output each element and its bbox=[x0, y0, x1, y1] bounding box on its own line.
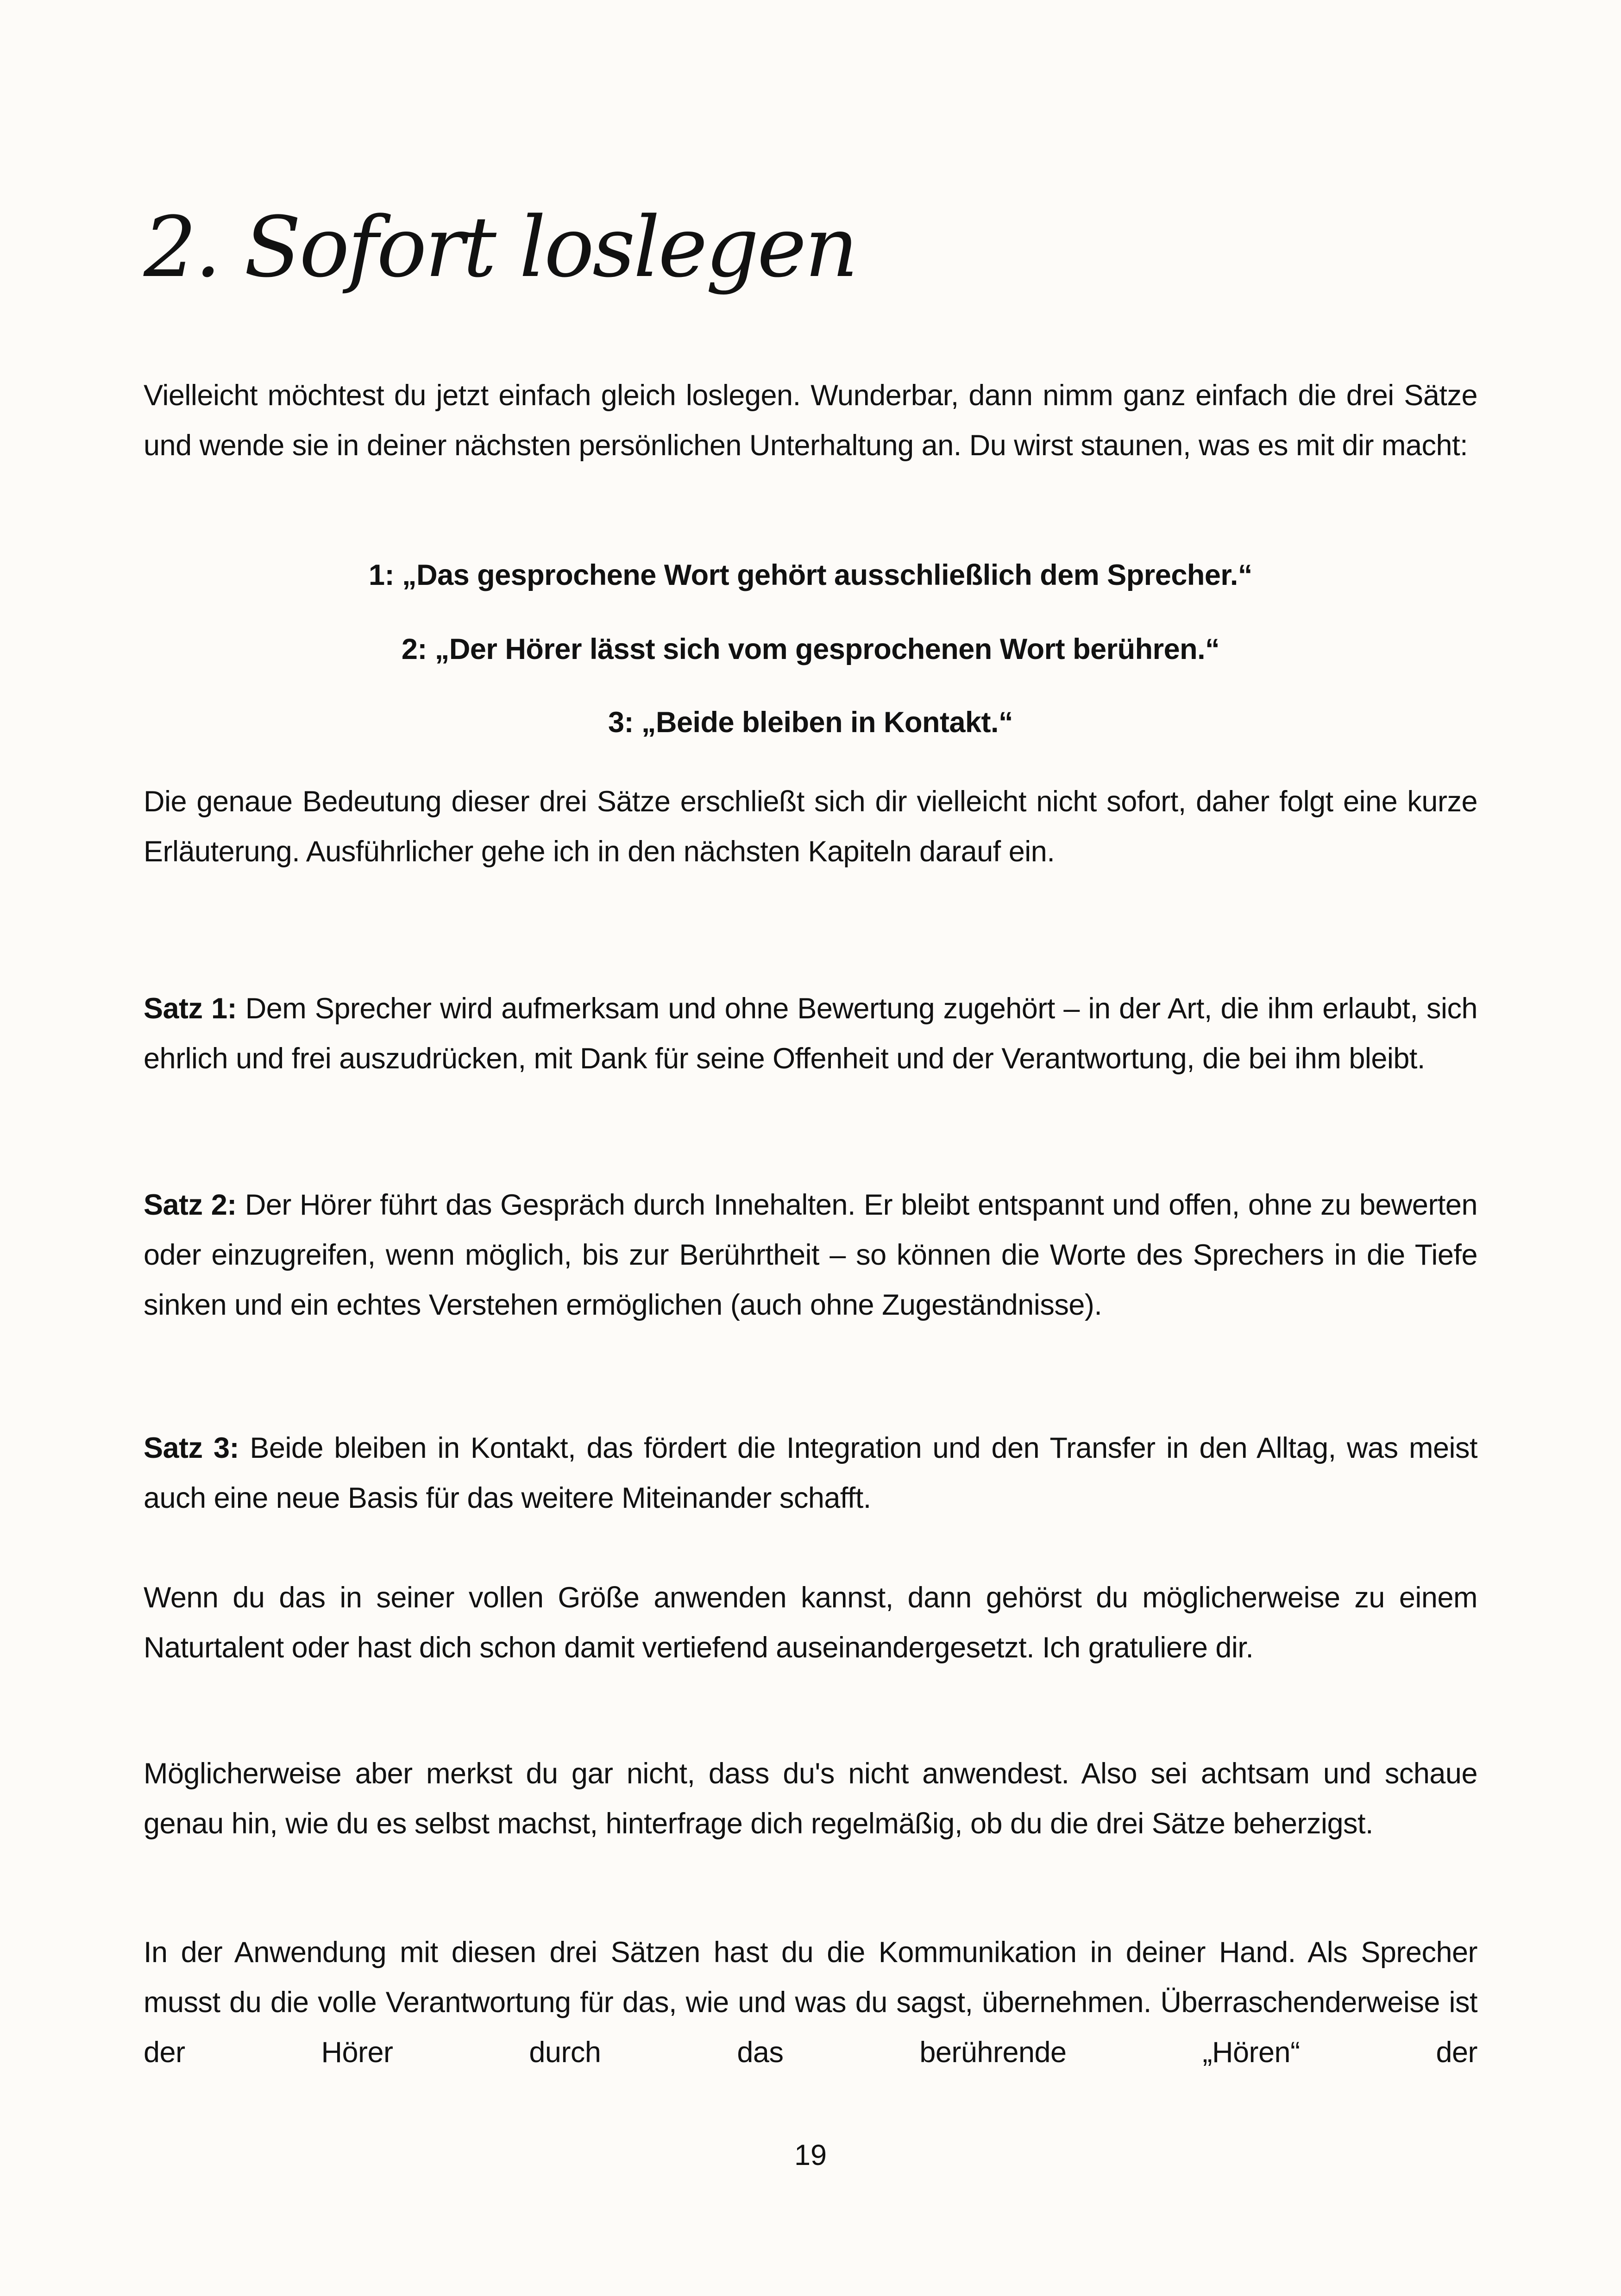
satz-1-text: Dem Sprecher wird aufmerksam und ohne Bewertung zugehört – in der Art, die ihm erlaubt, sich ehrlich und frei auszudrücken, mit Dank für seine Offenheit und der Verantwortung, die bei ihm bleibt. bbox=[144, 992, 1477, 1075]
satz-1-label: Satz 1: bbox=[144, 992, 237, 1025]
satz-1-paragraph bbox=[144, 984, 1477, 1084]
satz-3-paragraph bbox=[144, 1423, 1477, 1523]
satz-2-paragraph bbox=[144, 1180, 1477, 1330]
page-number: 19 bbox=[794, 2139, 827, 2171]
body-paragraph: Wenn du das in seiner vollen Größe anwenden kannst, dann gehörst du möglicherweise zu einem Naturtalent oder hast dich schon damit vertiefend auseinandergesetzt. Ich gratuliere dir. bbox=[144, 1581, 1477, 1664]
explanation-paragraph: Die genaue Bedeutung dieser drei Sätze erschließt sich dir vielleicht nicht sofort, daher folgt eine kurze Erläuterung. Ausführlicher gehe ich in den nächsten Kapiteln darauf ein. bbox=[144, 785, 1477, 868]
body-paragraph: Möglicherweise aber merkst du gar nicht, dass du's nicht anwendest. Also sei achtsam und schaue genau hin, wie du es selbst machst, hinterfrage dich regelmäßig, ob du die drei Sätze beherzigst. bbox=[144, 1757, 1477, 1840]
sentence-1: 1: „Das gesprochene Wort gehört ausschließlich dem Sprecher.“ bbox=[369, 559, 1252, 591]
satz-2-label: Satz 2: bbox=[144, 1189, 237, 1221]
body-paragraph: In der Anwendung mit diesen drei Sätzen hast du die Kommunikation in deiner Hand. Als Sprecher musst du die volle Verantwortung für das, wie und was du sagst, übernehmen. Überraschenderweise ist der Hörer durch das berührende „Hören“ der bbox=[144, 1936, 1477, 2069]
satz-2-text: Der Hörer führt das Gespräch durch Innehalten. Er bleibt entspannt und offen, ohne zu bewerten oder einzugreifen, wenn möglich, bis zur Berührtheit – so können die Worte des Sprechers in die Tiefe sinken und ein echtes Verstehen ermöglichen (auch ohne Zugeständnisse). bbox=[144, 1189, 1477, 1321]
chapter-title: 2. Sofort loslegen bbox=[144, 199, 857, 296]
sentence-2: 2: „Der Hörer lässt sich vom gesprochenen Wort berühren.“ bbox=[401, 633, 1220, 665]
satz-3-label: Satz 3: bbox=[144, 1432, 239, 1464]
intro-paragraph: Vielleicht möchtest du jetzt einfach gleich loslegen. Wunderbar, dann nimm ganz einfach die drei Sätze und wende sie in deiner nächsten persönlichen Unterhaltung an. Du wirst staunen, was es mit dir macht: bbox=[144, 379, 1477, 462]
sentence-3: 3: „Beide bleiben in Kontakt.“ bbox=[608, 706, 1013, 739]
satz-3-text: Beide bleiben in Kontakt, das fördert die Integration und den Transfer in den Alltag, was meist auch eine neue Basis für das weitere Miteinander schafft. bbox=[144, 1432, 1478, 1514]
